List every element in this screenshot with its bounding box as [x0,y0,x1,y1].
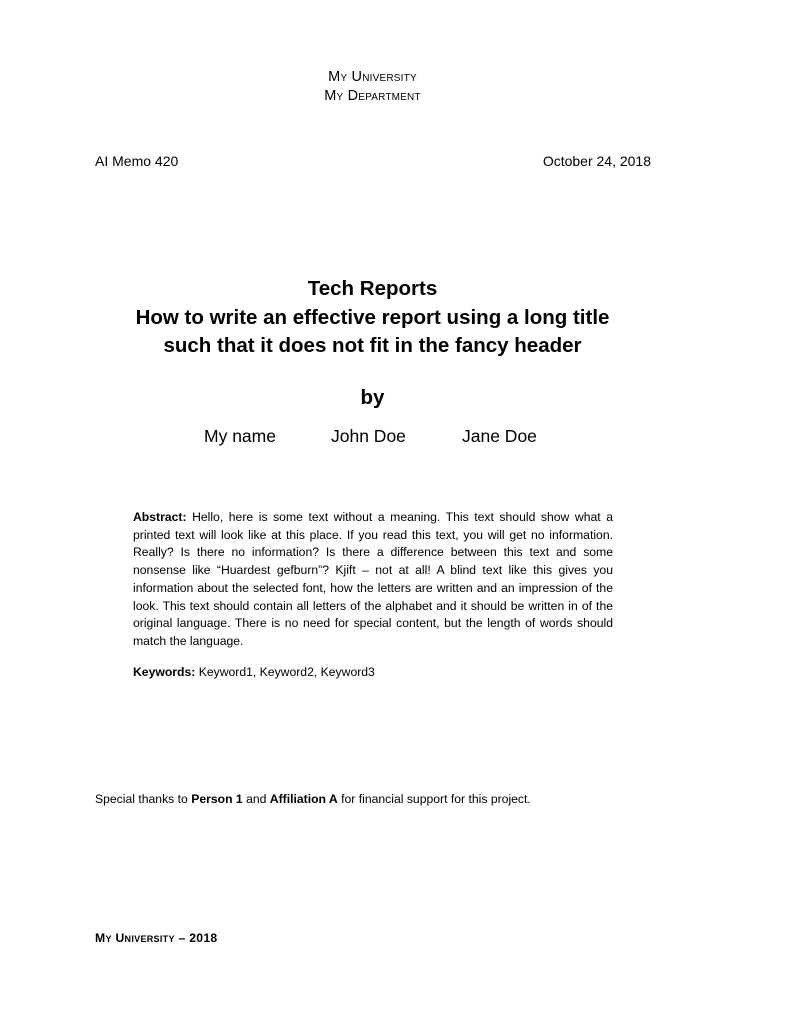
acknowledgement-suffix: for financial support for this project. [337,792,531,806]
acknowledged-affiliation: Affiliation A [269,792,338,806]
acknowledgement-prefix: Special thanks to [95,792,192,806]
title-main-line2: such that it does not fit in the fancy header [163,334,582,357]
title-series: Tech Reports [307,277,438,300]
memo-number: AI Memo 420 [95,153,179,169]
report-title [0,275,745,361]
keywords-label: Keywords: [133,665,196,679]
author-name: Jane Doe [462,426,537,446]
abstract-paragraph [133,509,613,651]
title-main-line1: How to write an effective report using a long title [135,305,610,329]
institution-name: My University [328,69,417,85]
author-name: My name [204,426,276,446]
keywords-line [133,664,375,682]
acknowledgement-line [95,791,531,808]
acknowledged-person: Person 1 [191,792,243,806]
memo-date: October 24, 2018 [542,153,651,169]
author-name: John Doe [331,426,406,446]
author-list [204,425,537,447]
acknowledgement-conjunction: and [242,792,270,806]
keywords-text: Keyword1, Keyword2, Keyword3 [198,665,375,679]
abstract-label: Abstract: [133,510,187,524]
byline-label: by [360,386,385,409]
abstract-text: Hello, here is some text without a meaning. This text should show what a printed text will look like at this place. If you read this text, you will get no information. Really? Is there no information? Is there a difference between this text and some nonsense like “Huardest gefburn”? Kjift – not at all! A blind text like this gives you information about the selected font, how the letters are written and an impression of the look. This text should contain all letters of the alphabet and it should be written in of the original language. There is no need for special content, but the length of words should match the language. [133,510,613,648]
page-footer: My University – 2018 [95,931,218,945]
department-name: My Department [324,88,421,104]
memo-info-row [95,152,651,170]
